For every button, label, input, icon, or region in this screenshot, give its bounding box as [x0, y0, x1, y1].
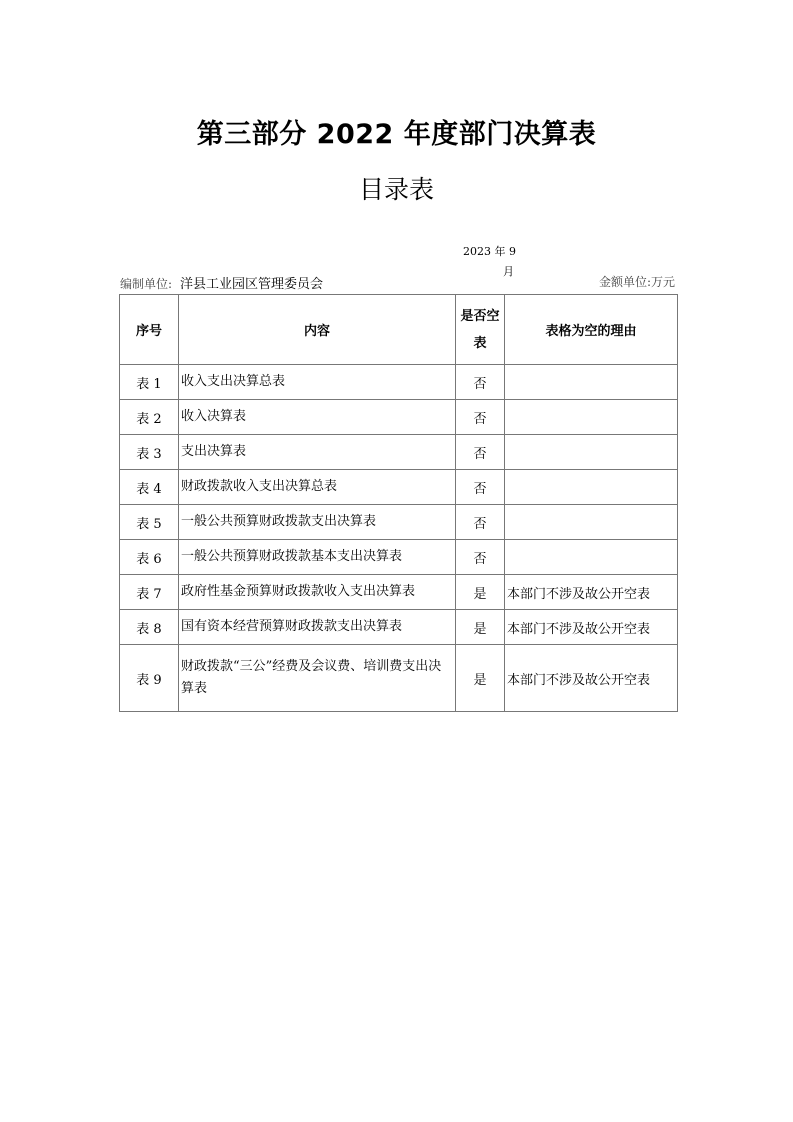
table-row [120, 365, 678, 400]
row-is-empty: 否 [456, 365, 505, 400]
row-reason [505, 435, 678, 470]
table-row [120, 645, 678, 712]
row-name: 一般公共预算财政拨款支出决算表 [179, 505, 456, 540]
directory-table [119, 294, 678, 712]
row-index: 表 2 [120, 400, 179, 435]
row-reason: 本部门不涉及故公开空表 [505, 645, 678, 712]
row-is-empty: 否 [456, 470, 505, 505]
header-content: 内容 [179, 295, 456, 365]
row-is-empty: 是 [456, 575, 505, 610]
row-name: 支出决算表 [179, 435, 456, 470]
row-name: 政府性基金预算财政拨款收入支出决算表 [179, 575, 456, 610]
row-name: 财政拨款“三公”经费及会议费、培训费支出决算表 [179, 645, 456, 712]
row-name: 一般公共预算财政拨款基本支出决算表 [179, 540, 456, 575]
row-index: 表 3 [120, 435, 179, 470]
row-is-empty: 否 [456, 505, 505, 540]
row-index: 表 1 [120, 365, 179, 400]
report-date [440, 242, 516, 282]
row-reason: 本部门不涉及故公开空表 [505, 575, 678, 610]
row-name: 国有资本经营预算财政拨款支出决算表 [179, 610, 456, 645]
row-reason [505, 540, 678, 575]
row-is-empty: 是 [456, 610, 505, 645]
compiling-unit-label: 编制单位: [120, 277, 173, 291]
row-index: 表 4 [120, 470, 179, 505]
row-reason: 本部门不涉及故公开空表 [505, 610, 678, 645]
report-date-line2: 月 [503, 265, 514, 278]
table-row [120, 540, 678, 575]
row-is-empty: 否 [456, 540, 505, 575]
table-row [120, 470, 678, 505]
compiling-unit-name: 洋县工业园区管理委员会 [180, 277, 324, 292]
row-name: 财政拨款收入支出决算总表 [179, 470, 456, 505]
row-index: 表 9 [120, 645, 179, 712]
row-name: 收入决算表 [179, 400, 456, 435]
amount-unit [599, 273, 675, 290]
table-row [120, 400, 678, 435]
row-index: 表 8 [120, 610, 179, 645]
row-index: 表 6 [120, 540, 179, 575]
row-reason [505, 505, 678, 540]
header-is-empty: 是否空表 [456, 295, 505, 365]
table-row [120, 610, 678, 645]
row-reason [505, 365, 678, 400]
table-row [120, 435, 678, 470]
header-index: 序号 [120, 295, 179, 365]
compiling-unit [120, 273, 323, 292]
row-is-empty: 否 [456, 435, 505, 470]
row-index: 表 7 [120, 575, 179, 610]
row-reason [505, 400, 678, 435]
row-name: 收入支出决算总表 [179, 365, 456, 400]
page-subtitle: 目录表 [358, 175, 434, 204]
table-header-row [120, 295, 678, 365]
table-row [120, 575, 678, 610]
header-reason: 表格为空的理由 [505, 295, 678, 365]
page-title: 第三部分 2022 年度部门决算表 [196, 119, 597, 150]
row-index: 表 5 [120, 505, 179, 540]
row-is-empty: 是 [456, 645, 505, 712]
report-date-line1: 2023 年 9 [463, 245, 516, 258]
amount-unit-label: 金额单位:万元 [598, 275, 675, 289]
row-is-empty: 否 [456, 400, 505, 435]
table-row [120, 505, 678, 540]
row-reason [505, 470, 678, 505]
